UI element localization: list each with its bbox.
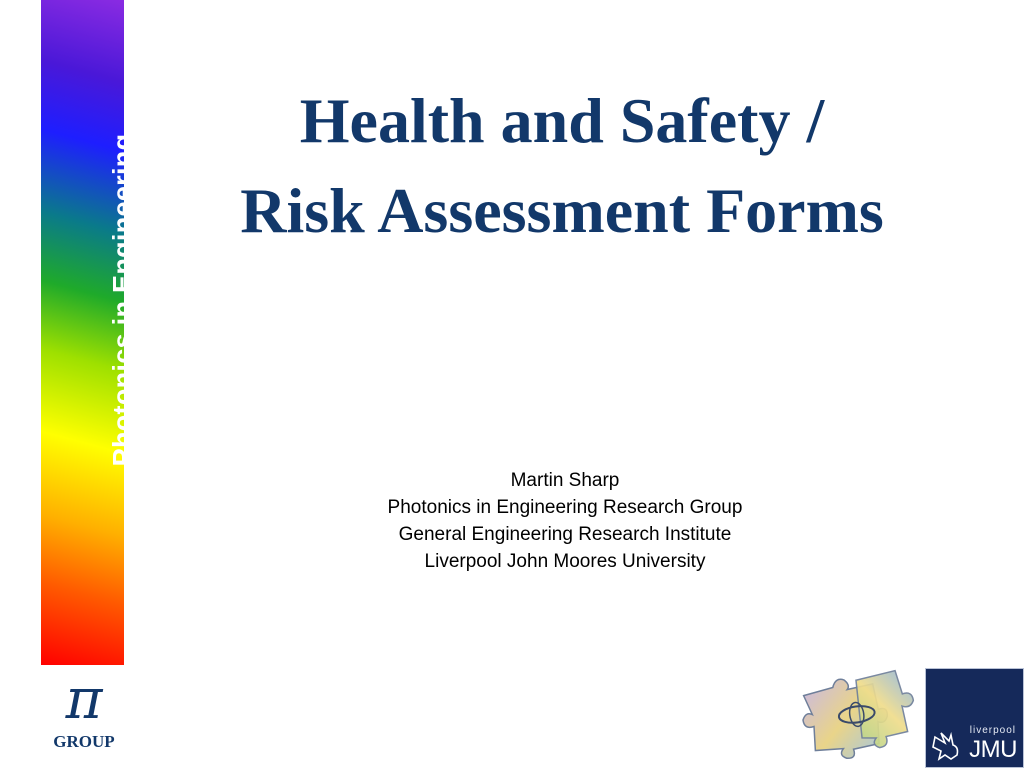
jmu-main-label: JMU: [969, 736, 1017, 763]
pi-group-label: GROUP: [53, 732, 115, 751]
author-institute: General Engineering Research Institute: [398, 524, 732, 545]
pi-group-logo: [40, 667, 128, 762]
slide-title-line1: Health and Safety /: [299, 85, 825, 156]
puzzle-icon: [797, 666, 923, 766]
liver-bird-icon: [931, 729, 963, 763]
puzzle-logo: [797, 666, 923, 766]
jmu-logo: [925, 668, 1024, 768]
author-university: Liverpool John Moores University: [424, 551, 706, 572]
pi-icon: π: [65, 667, 103, 732]
rainbow-sidebar: [41, 0, 138, 665]
author-block: [280, 467, 850, 575]
author-group: Photonics in Engineering Research Group: [387, 497, 743, 518]
slide-title: [140, 76, 984, 256]
sidebar-label: Photonics in Engineering: [107, 133, 138, 467]
author-name: Martin Sharp: [510, 470, 620, 491]
jmu-sub-label: liverpool: [969, 725, 1016, 736]
slide-title-line2: Risk Assessment Forms: [240, 175, 884, 246]
